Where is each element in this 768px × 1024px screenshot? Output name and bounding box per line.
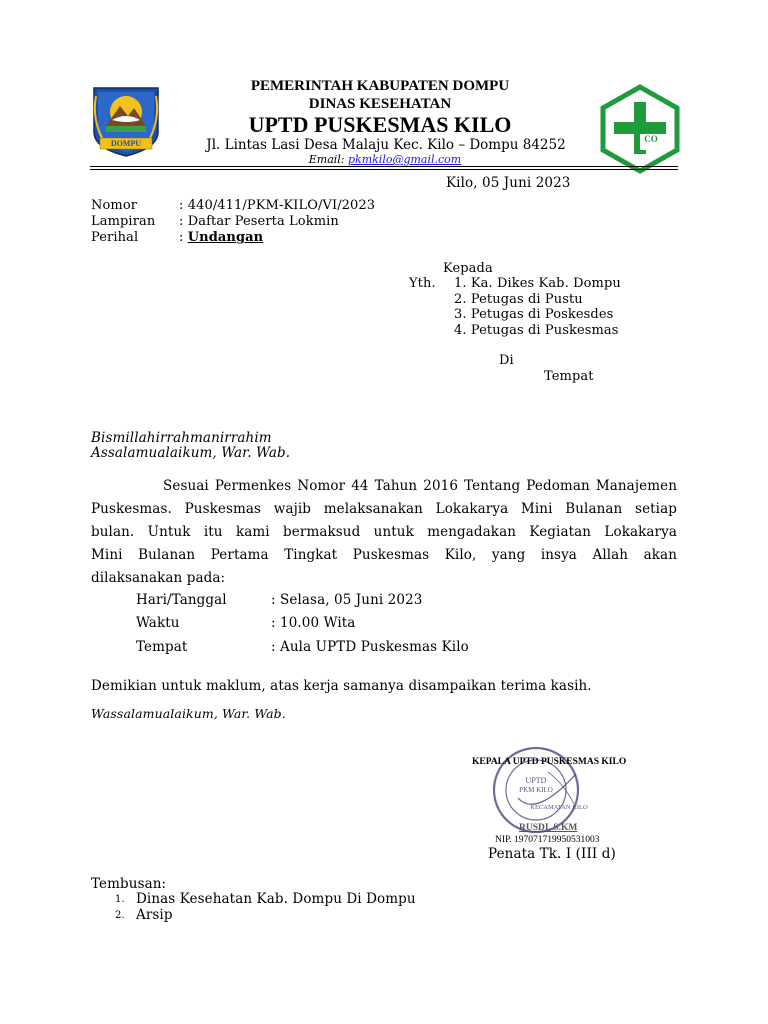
tembusan-num: 2. — [115, 910, 125, 921]
letterhead-institution: UPTD PUSKESMAS KILO — [248, 112, 512, 137]
logo-left-caption: DOMPU — [110, 139, 142, 148]
body-line-last: dilaksanakan pada: — [91, 570, 226, 586]
di-label: Di — [499, 353, 514, 368]
body-line: Puskesmas. Puskesmas wajib melaksanakan Lokakarya Mini Bulanan setiap — [91, 501, 677, 517]
letterhead-address: Jl. Lintas Lasi Desa Malaju Kec. Kilo – Dompu 84252 — [206, 137, 566, 153]
letterhead-department: DINAS KESEHATAN — [308, 96, 452, 112]
body-line: bulan. Untuk itu kami bermaksud untuk mengadakan Kegiatan Lokakarya — [91, 524, 677, 540]
recipient-item: 2. Petugas di Pustu — [454, 292, 583, 307]
tembusan-num: 1. — [115, 894, 125, 905]
body-line-1: Sesuai Permenkes Nomor 44 Tahun 2016 Tentang Pedoman Manajemen — [163, 478, 677, 494]
lampiran-label: Lampiran — [91, 214, 156, 229]
nomor-value: : 440/411/PKM-KILO/VI/2023 — [179, 198, 376, 213]
tempat-label: Tempat — [544, 369, 594, 384]
perihal-value-line — [179, 230, 263, 245]
place-date: Kilo, 05 Juni 2023 — [446, 175, 571, 191]
signature-rank: Penata Tk. I (III d) — [488, 846, 616, 862]
signature-nip: NIP. 197071719950531003 — [495, 835, 600, 845]
detail-label-place: Tempat — [136, 639, 188, 655]
stamp-bottom: KECAMATAN KILO — [530, 804, 588, 811]
closing-salam: Wassalamualaikum, War. Wab. — [91, 706, 286, 721]
closing-statement: Demikian untuk maklum, atas kerja samanya disampaikan terima kasih. — [91, 678, 592, 694]
stamp-center-2: PKM KILO — [519, 786, 553, 794]
dompu-regency-logo — [88, 82, 164, 158]
yth-label: Yth. — [409, 276, 436, 291]
tembusan-item: Arsip — [136, 907, 173, 923]
lampiran-value: : Daftar Peserta Lokmin — [179, 214, 339, 229]
letterhead-divider — [90, 166, 678, 167]
letterhead-government: PEMERINTAH KABUPATEN DOMPU — [250, 78, 510, 94]
body-line: Mini Bulanan Pertama Tingkat Puskesmas Kilo, yang insya Allah akan — [91, 547, 677, 563]
detail-value-time: : 10.00 Wita — [271, 615, 356, 631]
email-link[interactable]: pkmkilo@gmail.com — [348, 153, 462, 166]
stamp-center-1: UPTD — [525, 776, 547, 785]
letterhead-divider-thin — [90, 169, 678, 170]
logo-right-caption: CO — [644, 134, 658, 144]
recipient-item: 1. Ka. Dikes Kab. Dompu — [454, 276, 621, 291]
nomor-label: Nomor — [91, 198, 138, 213]
perihal-label: Perihal — [91, 230, 139, 245]
detail-value-place: : Aula UPTD Puskesmas Kilo — [271, 639, 469, 655]
recipient-item: 4. Petugas di Puskesmas — [454, 323, 619, 338]
signature-title: KEPALA UPTD PUSKESMAS KILO — [472, 757, 627, 767]
detail-label-time: Waktu — [136, 615, 180, 631]
kepada-label: Kepada — [443, 261, 493, 276]
recipient-item: 3. Petugas di Poskesdes — [454, 307, 614, 322]
letterhead-email-line — [190, 153, 580, 166]
signature-name: RUSDI, S.KM — [519, 823, 578, 833]
email-label: Email: — [308, 153, 345, 166]
tembusan-item: Dinas Kesehatan Kab. Dompu Di Dompu — [136, 891, 416, 907]
perihal-colon: : — [179, 230, 184, 245]
greeting-salam: Assalamualaikum, War. Wab. — [91, 445, 291, 461]
puskesmas-logo — [599, 84, 681, 174]
detail-value-date: : Selasa, 05 Juni 2023 — [271, 592, 423, 608]
tembusan-label: Tembusan: — [91, 876, 167, 892]
greeting-bismillah: Bismillahirrahmanirrahim — [91, 430, 272, 446]
perihal-value: Undangan — [187, 230, 264, 245]
detail-label-date: Hari/Tanggal — [136, 592, 227, 608]
